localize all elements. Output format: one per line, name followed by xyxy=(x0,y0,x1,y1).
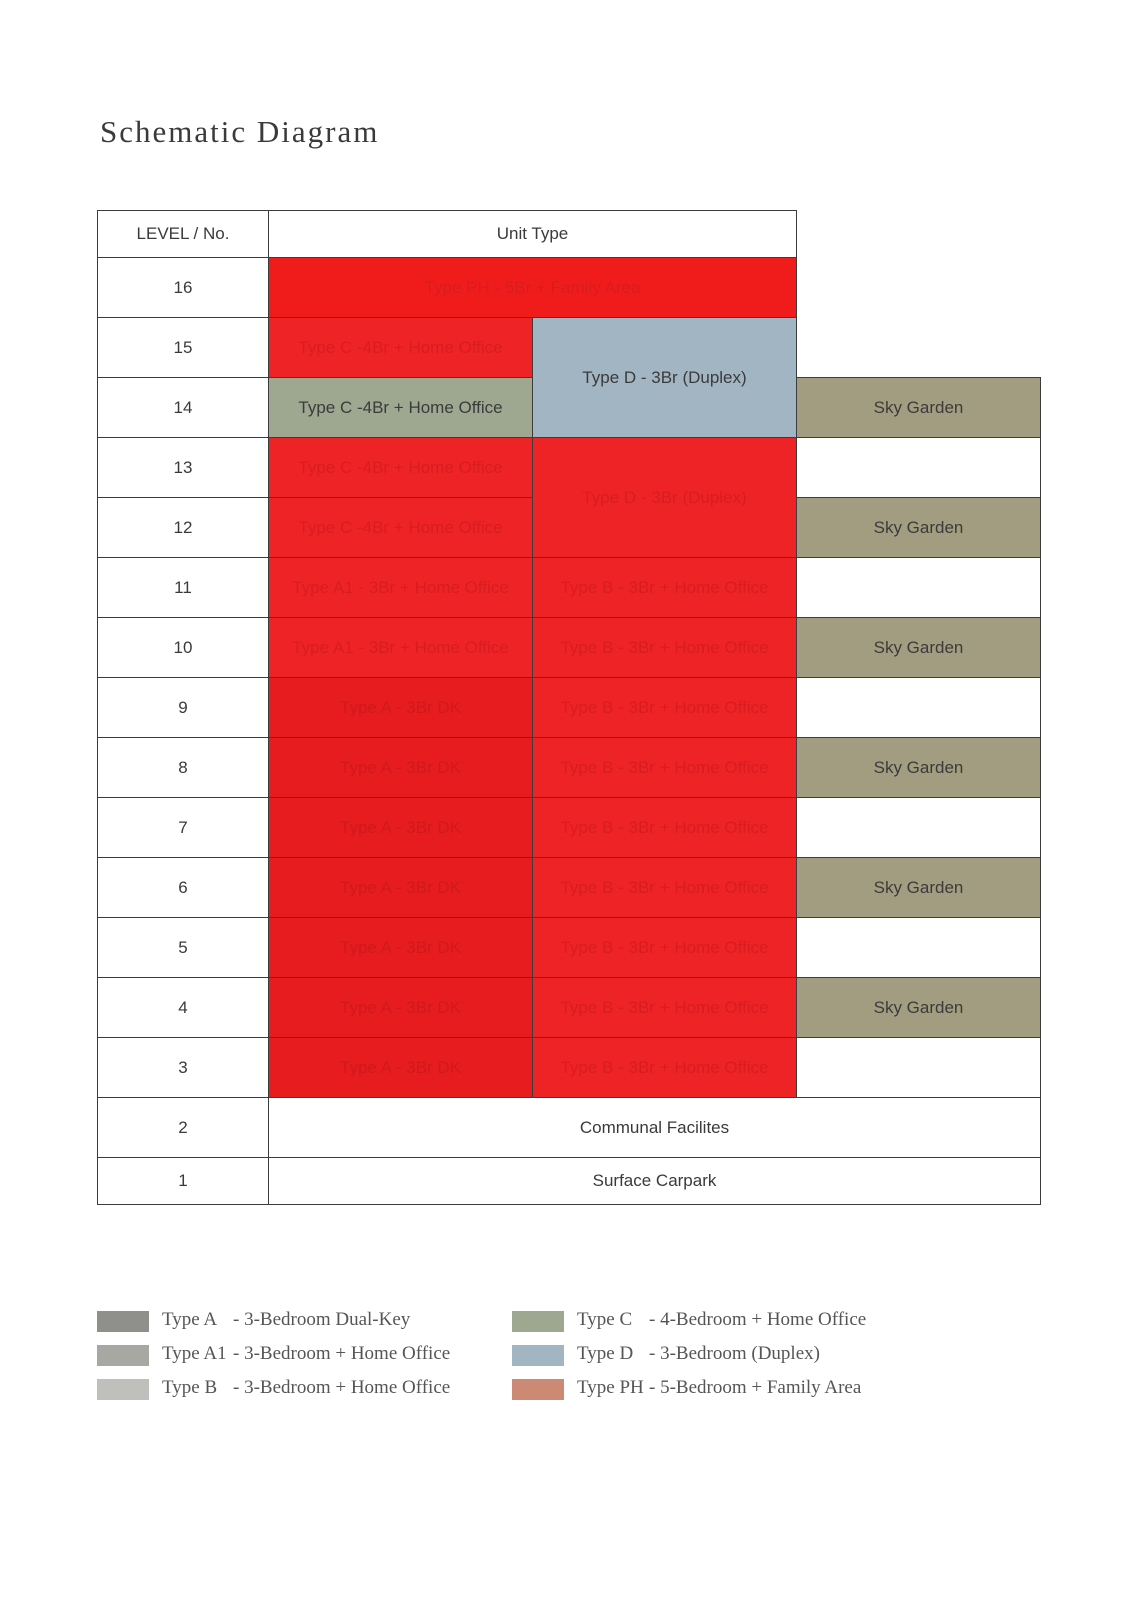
unit-type-a1-11: Type A1 - 3Br + Home Office xyxy=(268,557,533,618)
sky-garden-4: Sky Garden xyxy=(796,977,1041,1038)
level-11: 11 xyxy=(97,557,269,618)
sky-garden-14: Sky Garden xyxy=(796,377,1041,438)
unit-type-a-5: Type A - 3Br DK xyxy=(268,917,533,978)
sky-garden-6: Sky Garden xyxy=(796,857,1041,918)
unit-type-a-4: Type A - 3Br DK xyxy=(268,977,533,1038)
legend-label-type-a: Type A xyxy=(162,1309,218,1330)
legend-desc-type-a: - 3-Bedroom Dual-Key xyxy=(233,1309,411,1330)
surface-carpark: Surface Carpark xyxy=(268,1157,1041,1205)
header-unit-type: Unit Type xyxy=(268,210,797,258)
unit-type-b-7: Type B - 3Br + Home Office xyxy=(532,797,797,858)
level-14: 14 xyxy=(97,377,269,438)
level-4: 4 xyxy=(97,977,269,1038)
level-13: 13 xyxy=(97,437,269,498)
level-3: 3 xyxy=(97,1037,269,1098)
legend-swatch-type-d xyxy=(512,1345,564,1366)
legend-desc-type-c: - 4-Bedroom + Home Office xyxy=(649,1309,867,1330)
empty-3 xyxy=(796,1037,1041,1098)
unit-type-c-12: Type C -4Br + Home Office xyxy=(268,497,533,558)
unit-type-b-8: Type B - 3Br + Home Office xyxy=(532,737,797,798)
sky-garden-12: Sky Garden xyxy=(796,497,1041,558)
unit-type-b-6: Type B - 3Br + Home Office xyxy=(532,857,797,918)
legend-swatch-type-c xyxy=(512,1311,564,1332)
unit-type-b-3: Type B - 3Br + Home Office xyxy=(532,1037,797,1098)
unit-type-b-9: Type B - 3Br + Home Office xyxy=(532,677,797,738)
empty-7 xyxy=(796,797,1041,858)
unit-type-ph: Type PH - 5Br + Family Area xyxy=(268,257,797,318)
level-7: 7 xyxy=(97,797,269,858)
legend-label-type-a1: Type A1 xyxy=(162,1343,227,1364)
unit-type-c-15: Type C -4Br + Home Office xyxy=(268,317,533,378)
unit-type-c-13: Type C -4Br + Home Office xyxy=(268,437,533,498)
unit-type-a-9: Type A - 3Br DK xyxy=(268,677,533,738)
page-title: Schematic Diagram xyxy=(100,114,380,149)
legend-swatch-type-ph xyxy=(512,1379,564,1400)
legend-desc-type-b: - 3-Bedroom + Home Office xyxy=(233,1377,451,1398)
level-9: 9 xyxy=(97,677,269,738)
legend-label-type-c: Type C xyxy=(577,1309,633,1330)
unit-type-d-lower: Type D - 3Br (Duplex) xyxy=(532,437,797,558)
empty-5 xyxy=(796,917,1041,978)
legend-desc-type-d: - 3-Bedroom (Duplex) xyxy=(649,1343,820,1364)
header-level: LEVEL / No. xyxy=(97,210,269,258)
legend-swatch-type-a1 xyxy=(97,1345,149,1366)
sky-garden-10: Sky Garden xyxy=(796,617,1041,678)
unit-type-b-4: Type B - 3Br + Home Office xyxy=(532,977,797,1038)
legend-desc-type-ph: - 5-Bedroom + Family Area xyxy=(649,1377,862,1398)
unit-type-b-5: Type B - 3Br + Home Office xyxy=(532,917,797,978)
legend-desc-type-a1: - 3-Bedroom + Home Office xyxy=(233,1343,451,1364)
unit-type-a-8: Type A - 3Br DK xyxy=(268,737,533,798)
unit-type-d-upper: Type D - 3Br (Duplex) xyxy=(532,317,797,438)
level-5: 5 xyxy=(97,917,269,978)
legend-label-type-b: Type B xyxy=(162,1377,218,1398)
unit-type-a-7: Type A - 3Br DK xyxy=(268,797,533,858)
level-12: 12 xyxy=(97,497,269,558)
level-8: 8 xyxy=(97,737,269,798)
level-1: 1 xyxy=(97,1157,269,1205)
level-10: 10 xyxy=(97,617,269,678)
unit-type-b-11: Type B - 3Br + Home Office xyxy=(532,557,797,618)
unit-type-a-6: Type A - 3Br DK xyxy=(268,857,533,918)
level-6: 6 xyxy=(97,857,269,918)
unit-type-a1-10: Type A1 - 3Br + Home Office xyxy=(268,617,533,678)
empty-13 xyxy=(796,437,1041,498)
communal-facilities: Communal Facilites xyxy=(268,1097,1041,1158)
legend-swatch-type-a xyxy=(97,1311,149,1332)
empty-11 xyxy=(796,557,1041,618)
level-15: 15 xyxy=(97,317,269,378)
legend-label-type-d: Type D xyxy=(577,1343,634,1364)
level-2: 2 xyxy=(97,1097,269,1158)
level-16: 16 xyxy=(97,257,269,318)
unit-type-c-14: Type C -4Br + Home Office xyxy=(268,377,533,438)
legend-label-type-ph: Type PH xyxy=(577,1377,644,1398)
empty-9 xyxy=(796,677,1041,738)
unit-type-a-3: Type A - 3Br DK xyxy=(268,1037,533,1098)
unit-type-b-10: Type B - 3Br + Home Office xyxy=(532,617,797,678)
legend-swatch-type-b xyxy=(97,1379,149,1400)
sky-garden-8: Sky Garden xyxy=(796,737,1041,798)
